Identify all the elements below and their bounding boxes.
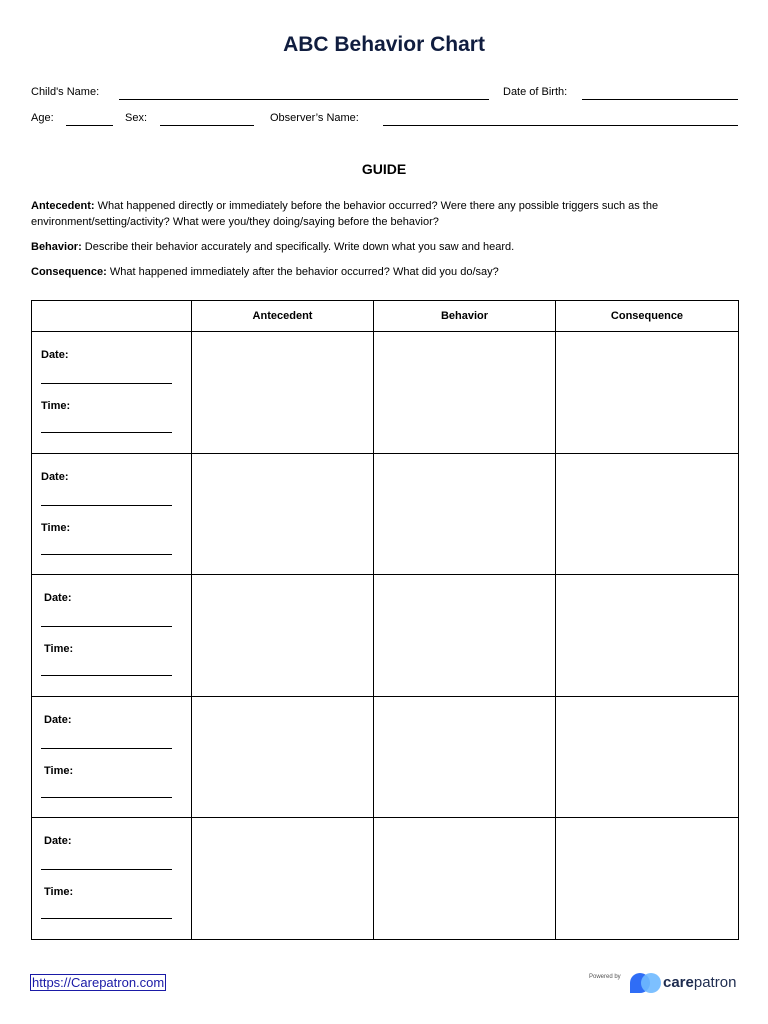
- antecedent-cell[interactable]: [192, 575, 374, 697]
- consequence-cell[interactable]: [556, 696, 739, 818]
- time-field[interactable]: [41, 432, 172, 433]
- time-field[interactable]: [41, 918, 172, 919]
- consequence-term: Consequence:: [31, 266, 107, 278]
- child-name-field[interactable]: [119, 99, 489, 100]
- time-label: Time:: [41, 521, 71, 534]
- date-time-cell: [32, 332, 192, 454]
- date-label: Date:: [44, 835, 72, 848]
- table-header-row: [32, 301, 739, 332]
- table-row: [32, 575, 739, 697]
- date-field[interactable]: [41, 626, 172, 627]
- behavior-term: Behavior:: [31, 241, 82, 253]
- date-label: Date:: [41, 349, 69, 361]
- sex-field[interactable]: [160, 125, 254, 126]
- powered-by-text: Powered by: [589, 974, 621, 980]
- date-label: Date:: [44, 592, 72, 605]
- carepatron-logo-icon: [630, 972, 662, 994]
- guide-antecedent: [31, 198, 736, 230]
- behavior-text: Describe their behavior accurately and specifically. Write down what you saw and heard.: [81, 241, 515, 253]
- antecedent-text: What happened directly or immediately before the behavior occurred? Were there any possible triggers such as the environment/setting/activity? What were you/they doing/saying before the behavior?: [31, 200, 659, 228]
- guide-consequence: [31, 264, 736, 280]
- consequence-cell[interactable]: [556, 575, 739, 697]
- date-field[interactable]: [41, 748, 172, 749]
- guide-behavior: [31, 239, 736, 255]
- table-row: [32, 453, 739, 575]
- date-time-cell: [32, 696, 192, 818]
- guide-heading: GUIDE: [361, 161, 407, 177]
- carepatron-brand: [663, 974, 736, 991]
- antecedent-cell[interactable]: [192, 453, 374, 575]
- time-field[interactable]: [41, 797, 172, 798]
- antecedent-cell[interactable]: [192, 818, 374, 940]
- behavior-cell[interactable]: [374, 575, 556, 697]
- child-name-label: Child's Name:: [31, 86, 100, 98]
- date-time-cell: [32, 575, 192, 697]
- table-row: [32, 696, 739, 818]
- behavior-cell[interactable]: [374, 696, 556, 818]
- brand-bold: care: [663, 974, 694, 991]
- consequence-cell[interactable]: [556, 332, 739, 454]
- antecedent-cell[interactable]: [192, 332, 374, 454]
- time-label: Time:: [44, 764, 74, 777]
- age-label: Age:: [31, 112, 54, 124]
- header-consequence: Consequence: [556, 301, 739, 332]
- header-behavior: Behavior: [374, 301, 556, 332]
- abc-table: [31, 300, 739, 940]
- date-label: Date:: [44, 713, 72, 726]
- date-field[interactable]: [41, 505, 172, 506]
- time-field[interactable]: [41, 554, 172, 555]
- consequence-cell[interactable]: [556, 818, 739, 940]
- observer-info-row: [31, 112, 738, 128]
- age-field[interactable]: [66, 125, 113, 126]
- page-title: ABC Behavior Chart: [283, 33, 485, 56]
- consequence-cell[interactable]: [556, 453, 739, 575]
- time-field[interactable]: [41, 675, 172, 676]
- date-time-cell: [32, 818, 192, 940]
- antecedent-term: Antecedent:: [31, 200, 95, 212]
- date-field[interactable]: [41, 869, 172, 870]
- antecedent-cell[interactable]: [192, 696, 374, 818]
- dob-label: Date of Birth:: [503, 86, 568, 98]
- date-time-cell: [32, 453, 192, 575]
- carepatron-link[interactable]: https://Carepatron.com: [32, 975, 165, 990]
- sex-label: Sex:: [125, 112, 148, 124]
- observer-field[interactable]: [383, 125, 738, 126]
- date-field[interactable]: [41, 383, 172, 384]
- date-label: Date:: [41, 470, 69, 483]
- time-label: Time:: [44, 886, 74, 899]
- behavior-cell[interactable]: [374, 453, 556, 575]
- time-label: Time:: [44, 643, 74, 656]
- header-blank: [32, 301, 192, 332]
- behavior-cell[interactable]: [374, 332, 556, 454]
- child-info-row: [31, 86, 738, 102]
- time-label: Time:: [41, 400, 71, 412]
- table-row: [32, 332, 739, 454]
- dob-field[interactable]: [582, 99, 738, 100]
- consequence-text: What happened immediately after the behavior occurred? What did you do/say?: [106, 266, 499, 278]
- header-antecedent: Antecedent: [192, 301, 374, 332]
- observer-label: Observer’s Name:: [270, 112, 359, 124]
- brand-rest: patron: [693, 974, 737, 991]
- table-row: [32, 818, 739, 940]
- behavior-cell[interactable]: [374, 818, 556, 940]
